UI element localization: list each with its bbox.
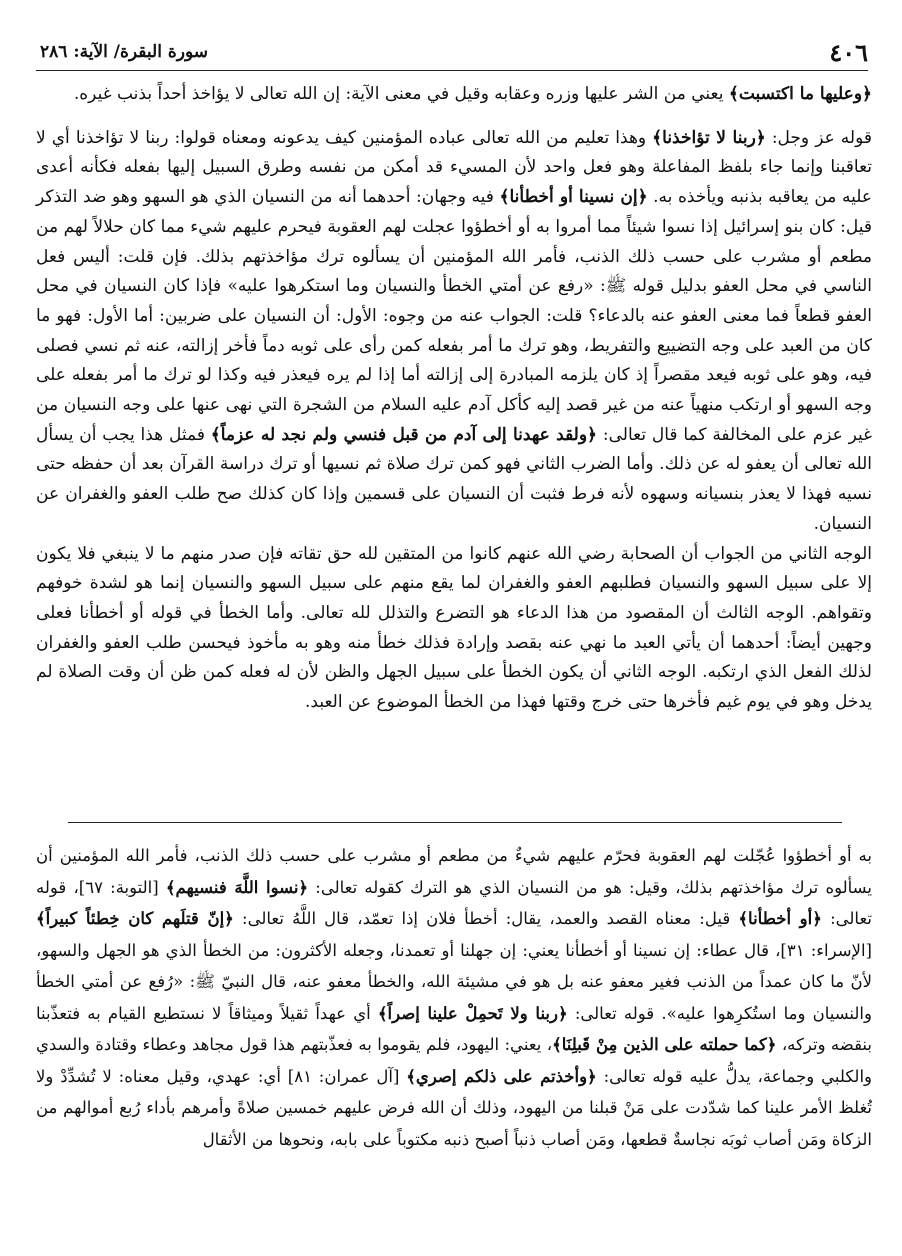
running-head: سورة البقرة/ الآية: ٢٨٦ xyxy=(40,42,208,62)
text-run: أي عهداً ثقيلاً وميثاقاً لا نستطيع القيام به فتعذّبنا بنقضه وتركه، xyxy=(36,1003,872,1054)
quran-verse: ﴿كما حملته على الذين مِنْ قَبلِنَا﴾ xyxy=(552,1035,777,1054)
quran-verse: ﴿وأخذتم على ذلكم إصري﴾ xyxy=(406,1066,597,1086)
text-run: به أو أخطؤوا عُجّلت لهم العقوبة فحرّم عليهم شيءٌ من مطعم أو مشرب على حسب ذلك الذنب، فأمر الله المؤمنين أن يسألوه ترك مؤاخذتهم بذلك، وقيل: هو من النسيان الذي هو الترك كقوله تعالى: xyxy=(36,846,872,897)
main-text xyxy=(36,80,872,718)
text-run: الوجه الثاني من الجواب أن الصحابة رضي الله عنهم كانوا من المتقين لله حق تقاته فإن صدر منهم ما لا ينبغي فلا يكون إلا على سبيل السهو والنسيان فطلبهم العفو والغفران لما يقع منهم على سبيل السهو والنسيان إنما هو لشدة خوفهم وتقواهم. الوجه الثالث أن المقصود من هذا الدعاء هو التضرع والتذلل لله تعالى. وأما الخطأ في قوله أو أخطأنا فعلى وجهين أيضاً: أحدهما أن يأتي العبد ما نهي عنه بقصد وإرادة فذلك خطأ منه وهو به مأخوذ فيحسن طلب العفو والغفران لذلك الفعل الذي ارتكبه. الوجه الثاني أن يكون الخطأ على سبيل الجهل والظن لأن له فعله كمن ظن أن وقت الصلاة لم يدخل وهو في يوم غيم فأخرها حتى خرج وقتها فهذا من الخطأ الموضوع عن العبد. xyxy=(36,543,872,713)
quran-verse: ﴿أو أخطأنا﴾ xyxy=(738,909,822,928)
text-run: قوله عز وجل: xyxy=(765,127,872,148)
quran-verse: ﴿ربنا لا تؤاخذنا﴾ xyxy=(652,127,766,148)
footnote-separator xyxy=(68,822,842,823)
text-run: وهذا تعليم من الله تعالى عباده المؤمنين كيف يدعونه ومعناه قولوا: ربنا لا تؤاخذنا أي لا تعاقبنا وإنما جاء بلفظ المفاعلة وهو فعل واحد لأن المسيء قد أمكن من نفسه وطرق السبيل إليها بفعله فكأنه أعدى عليه من يعاقبه بذنبه ويأخذه به. xyxy=(36,127,872,208)
footnote-paragraph xyxy=(36,840,872,1155)
text-run: [آل عمران: ٨١] أي: عهدي، وقيل معناه: لا تُشدِّدْ ولا تُغلظ الأمر علينا كما شدّدت على مَنْ قبلنا من اليهود، وذلك أن الله فرض عليهم خمسين صلاةً وأمرهم بأداء رُبع أموالهم من الزكاة ومَن أصاب ثوبَه نجاسةٌ قطعها، ومَن أصاب ذنباً أصبح ذنبه مكتوباً على بابه، ونحوها من الأثقال xyxy=(36,1066,872,1149)
text-run: فيه وجهان: أحدهما أنه من النسيان الذي هو السهو وهو ضد التذكر قيل: كان بنو إسرائيل إذا نسوا شيئاً مما أمروا به أو أخطؤوا عجلت لهم العقوبة فيحرم عليهم شيء مما كان حلالاً لهم من مطعم أو مشرب على حسب ذلك الذنب، فأمر الله المؤمنين أن يسألوه ترك مؤاخذتهم بذلك. فإن قلت: أليس فعل الناسي في محل العفو بدليل قوله ﷺ: «رفع عن أمتي الخطأ والنسيان وما استكرهوا عليه» فإذا كان النسيان في محل العفو قطعاً فما معنى العفو عنه بالدعاء؟ قلت: الجواب عنه من وجوه: الأول: أن النسيان على ضربين: أما الأول: فهو ما كان من العبد على وجه التضييع والتفريط، وهو ترك ما أمر بفعله كمن رأى على ثوبه دماً فأخر إزالته، عنه ثم نسي فصلى فيه، وهو على ثوبه فيعد مقصراً إذ كان يلزمه المبادرة إلى إزالته أما إذا لم يره فيعذر فيه وكذا لو ترك ما أمر بفعله على وجه السهو أو ارتكب منهياً عنه من غير قصد إليه كأكل آدم عليه السلام من الشجرة التي نهى عنها على وجه النسيان من غير عزم على المخالفة كما قال تعالى: xyxy=(36,187,872,445)
quran-verse: ﴿إنّ قتلَهم كان خِطئاً كبيراً﴾ xyxy=(36,909,234,928)
text-run: ، يعني: اليهود، فلم يقوموا به فعذّبتهم هذا قول مجاهد وعطاء وقتادة والسدي والكلبي وجماعة، يدلُّ عليه قوله تعالى: xyxy=(36,1035,873,1086)
text-run: قيل: معناه القصد والعمد، يقال: أخطأ فلان إذا تعمّد، قال اللَّهُ تعالى: xyxy=(233,909,739,928)
text-run: يعني من الشر عليها وزره وعقابه وقيل في معنى الآية: إن الله تعالى لا يؤاخذ أحداً بذنب غيره. xyxy=(73,84,729,104)
page-header xyxy=(36,36,868,71)
quran-verse: ﴿ولقد عهدنا إلى آدم من قبل فنسي ولم نجد له عزماً﴾ xyxy=(210,424,598,445)
footnotes xyxy=(36,840,872,1155)
quran-verse: ﴿ربنا ولا تَحمِلْ علينا إصراً﴾ xyxy=(377,1003,568,1023)
quran-verse: ﴿وعليها ما اكتسبت﴾ xyxy=(728,84,872,104)
text-run: [الإسراء: ٣١]، قال عطاء: إن نسينا أو أخطأنا يعني: إن جهلنا أو تعمدنا، وجعله الأكثرون: من الخطأ الذي هو الجهل والسهو، لأنّ ما كان عمداً من الذنب فغير معفو عنه بل هو في مشيئة الله، والخطأ معفو عنه، قال النبيّ ﷺ: «رُفع عن أمتي الخطأ والنسيان وما استُكرِهوا عليه». قوله تعالى: xyxy=(36,940,872,1023)
main-paragraph xyxy=(36,80,872,110)
quran-verse: ﴿نسوا اللَّهَ فنسيهم﴾ xyxy=(165,877,309,897)
page-number: ٤٠٦ xyxy=(829,38,868,67)
text-run: [التوبة: ٦٧]، قوله تعالى: xyxy=(36,877,873,928)
main-paragraph xyxy=(36,540,872,718)
text-run: فمثل هذا يجب أن يسأل الله تعالى أن يعفو له عن ذلك. وأما الضرب الثاني فهو كمن ترك صلاة ثم نسيها أو ترك دراسة القرآن بعد أن حفظه حتى نسيه فهذا لا يعذر بنسيانه وسهوه لأنه فرط فثبت أن النسيان على قسمين وإذا كان كذلك صح طلب العفو والغفران عن النسيان. xyxy=(36,424,872,534)
main-paragraph xyxy=(36,124,872,540)
quran-verse: ﴿إن نسينا أو أخطأنا﴾ xyxy=(499,187,648,208)
